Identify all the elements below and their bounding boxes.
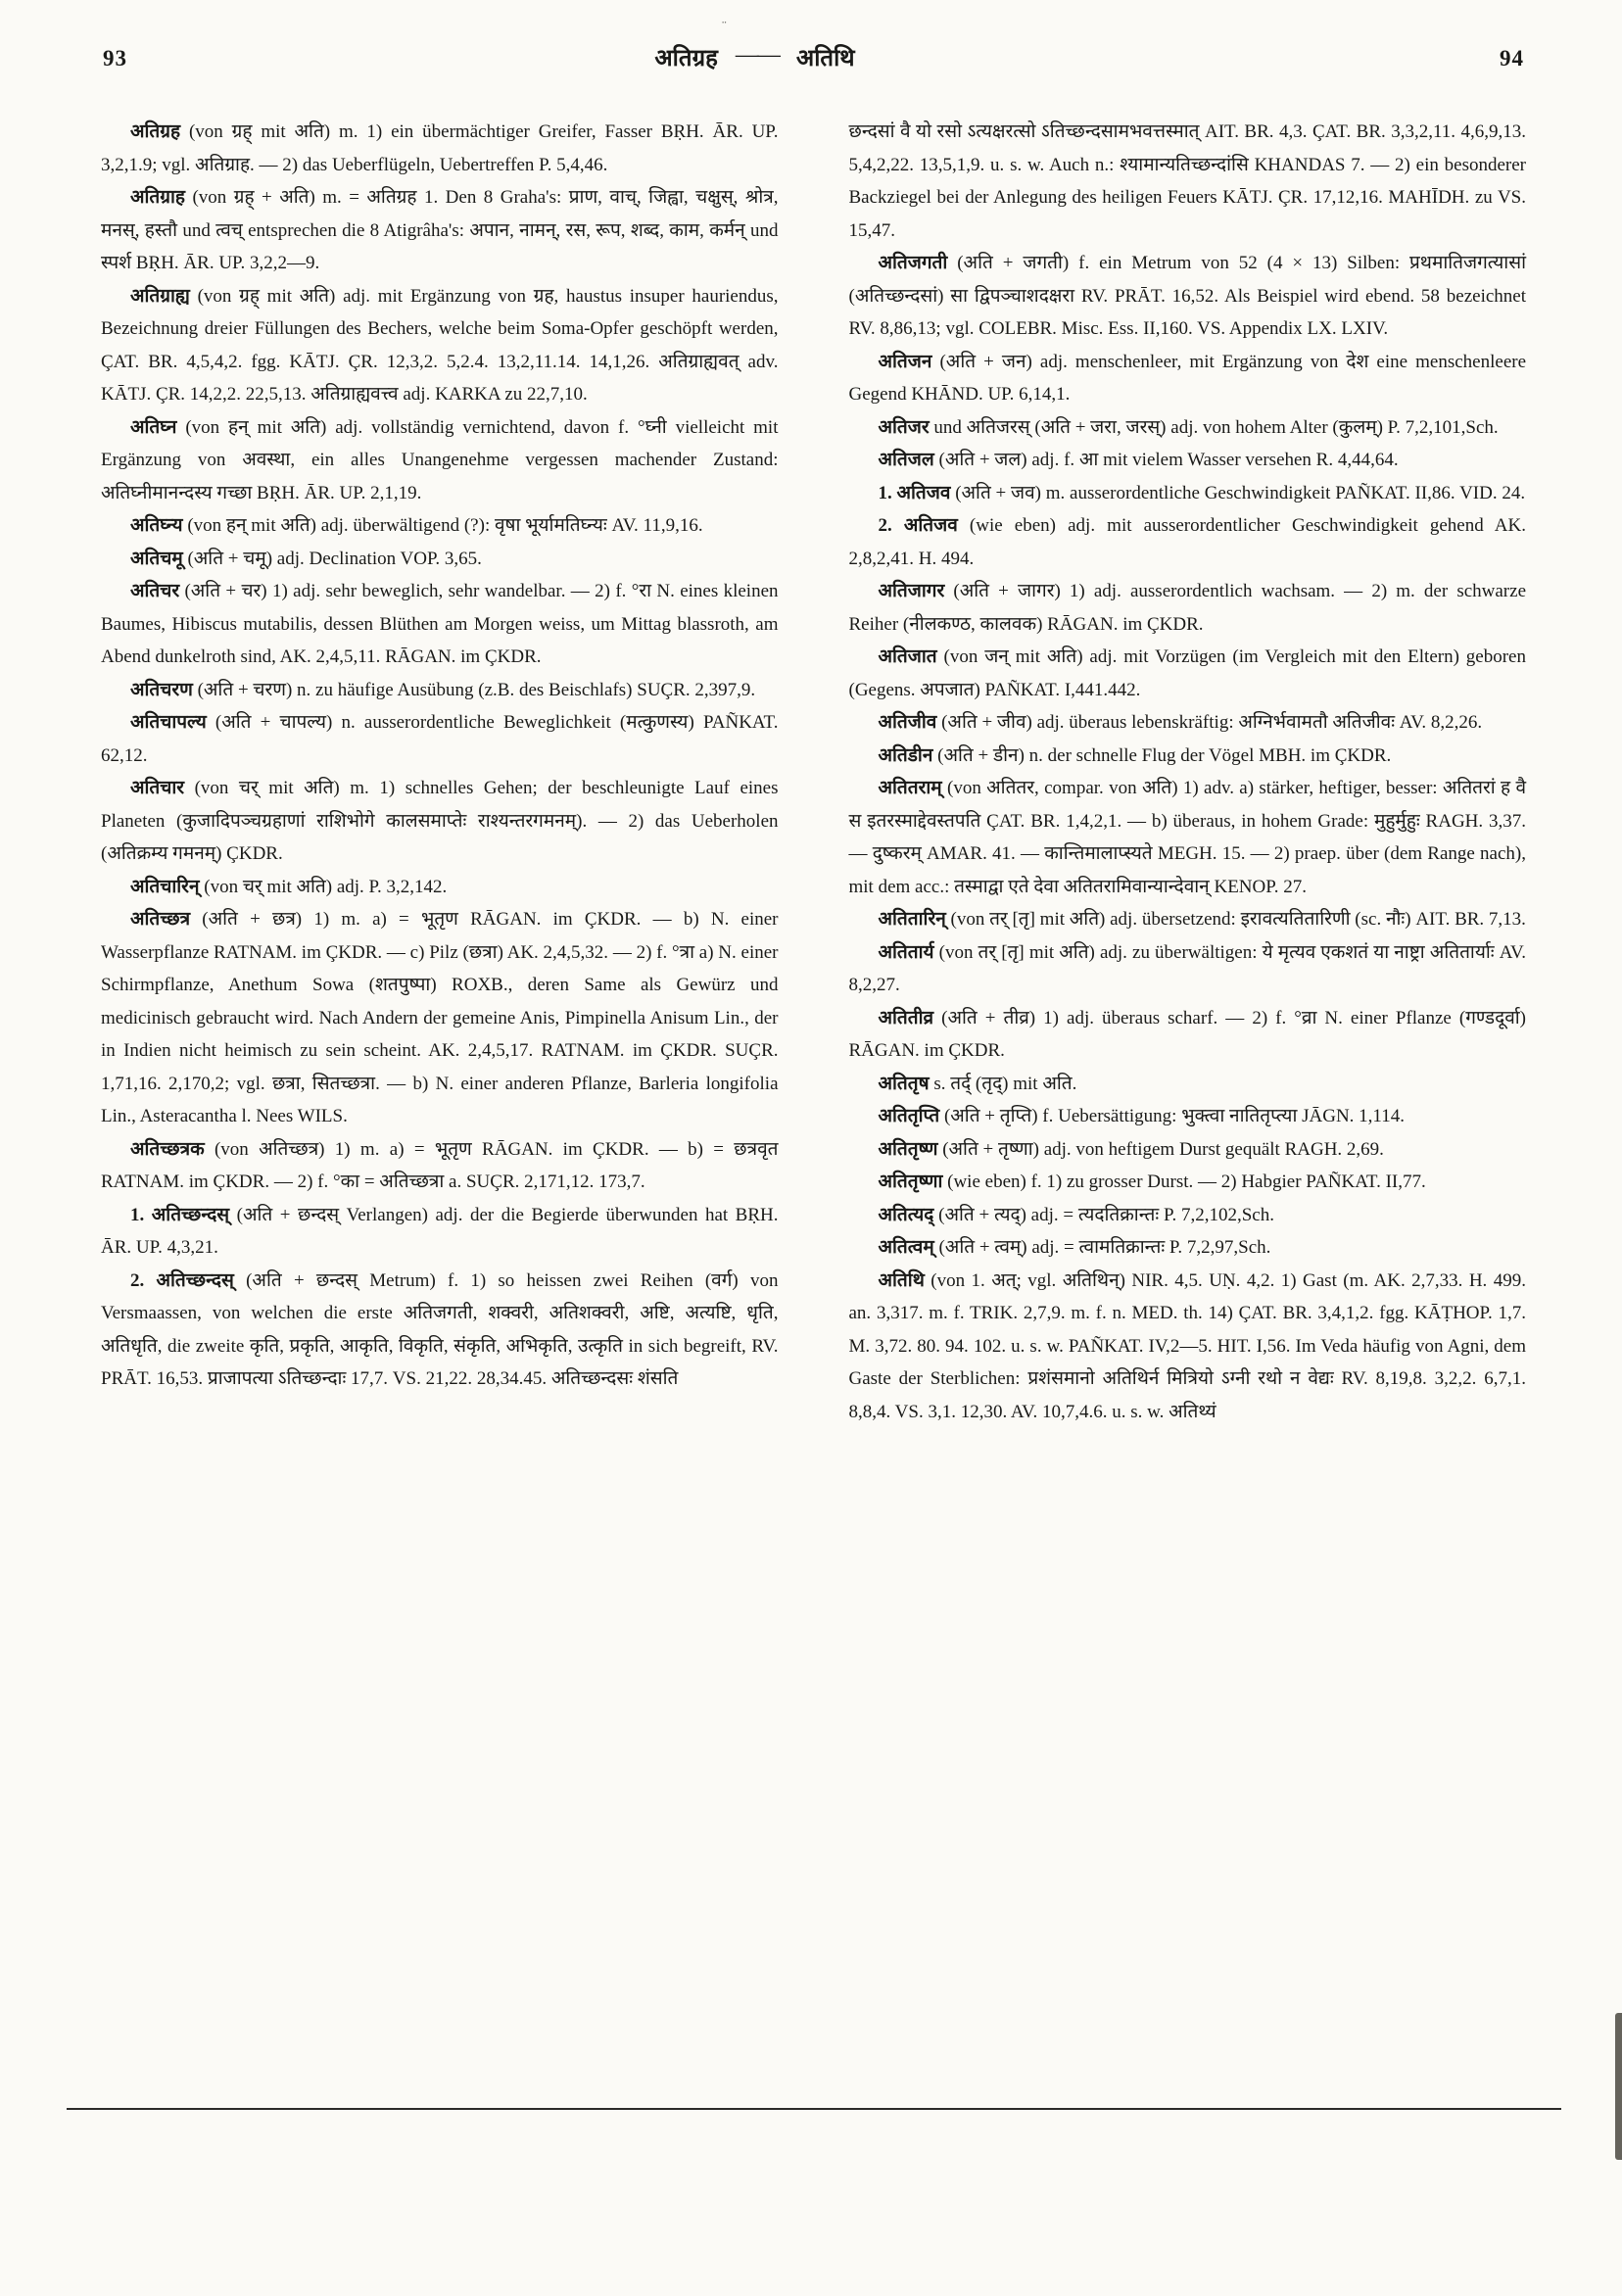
entry-body: (अति + जगती) f. ein Metrum von 52 (4 × 13) Silben: प्रथमातिजगत्यासां (अतिच्छन्दसां) सा द्विपञ्चाशदक्षरा RV. PRĀT. 16,52. Als Beispiel wird ebend. 58 bezeichnet RV. 8,86,13; vgl. COLEBR. Misc. Ess. II,160. VS. Appendix LX. LXIV. bbox=[848, 253, 1526, 339]
left-column bbox=[101, 116, 779, 1428]
entry-headword: अतिचारिन् bbox=[130, 876, 200, 897]
entry-body: (अति + जन) adj. menschenleer, mit Ergänzung von देश eine menschenleere Gegend KHĀND. UP. 6,14,1. bbox=[848, 351, 1527, 405]
page-number-left: 93 bbox=[103, 46, 127, 71]
dictionary-entry bbox=[849, 411, 1527, 445]
entry-headword: अतिजीव bbox=[878, 712, 937, 733]
entry-headword: अतिच्छत्रक bbox=[130, 1138, 205, 1160]
dictionary-entry bbox=[101, 181, 779, 280]
entry-body: (अति + चापल्य) n. ausserordentliche Beweglichkeit (मत्कुणस्य) PAÑKAT. 62,12. bbox=[101, 712, 779, 766]
entry-body: (von चर् mit अति) adj. P. 3,2,142. bbox=[204, 876, 448, 897]
dictionary-entry bbox=[101, 772, 779, 871]
dictionary-entry bbox=[849, 1068, 1527, 1101]
page-number-right: 94 bbox=[1500, 46, 1524, 71]
entry-body: (अति + डीन) n. der schnelle Flug der Vögel MBH. im ÇKDR. bbox=[937, 744, 1392, 766]
entry-body: (von तर् [तृ] mit अति) adj. zu überwältigen: ये मृत्यव एकशतं या नाष्ट्रा अतितार्याः AV. 8,2,27. bbox=[848, 941, 1526, 995]
dictionary-entry bbox=[849, 116, 1527, 247]
dictionary-entry bbox=[849, 247, 1527, 346]
entry-body: (von ग्रह् + अति) m. = अतिग्रह 1. Den 8 Graha's: प्राण, वाच्, जिह्वा, चक्षुस्, श्रोत्र, मनस्, हस्तौ und त्वच् entsprechen die 8 Atigrâha's: अपान, नामन्, रस, रूप, शब्द, काम, कर्मन् und स्पर्श BṚH. ĀR. UP. 3,2,2—9. bbox=[101, 187, 779, 273]
entry-headword: अतित्यद् bbox=[878, 1204, 934, 1225]
scan-speck: ¨ bbox=[722, 20, 727, 34]
entry-headword: अतिघ्न्य bbox=[130, 515, 183, 536]
dictionary-entry bbox=[101, 1133, 779, 1199]
entry-headword: अतिघ्न bbox=[130, 416, 177, 438]
dictionary-entry bbox=[849, 706, 1527, 740]
entry-headword: अतिथि bbox=[878, 1269, 925, 1291]
footer-rule bbox=[67, 2108, 1561, 2110]
entry-headword: अतिचापल्य bbox=[130, 712, 207, 733]
dictionary-entry bbox=[101, 871, 779, 904]
dictionary-entry bbox=[101, 543, 779, 576]
entry-body: (wie eben) adj. mit ausserordentlicher Geschwindigkeit gehend AK. 2,8,2,41. H. 494. bbox=[848, 515, 1526, 569]
entry-headword: अतितृष्णा bbox=[878, 1172, 943, 1192]
entry-body: (wie eben) f. 1) zu grosser Durst. — 2) Habgier PAÑKAT. II,77. bbox=[947, 1172, 1426, 1192]
entry-headword: अतिचर bbox=[130, 581, 180, 601]
entry-headword: अतिचार bbox=[130, 778, 185, 798]
entry-headword: अतिचरण bbox=[130, 679, 193, 700]
entry-headword: अतिचमू bbox=[130, 548, 183, 569]
running-title-first-word: अतिग्रह bbox=[654, 46, 718, 72]
dictionary-entry bbox=[101, 1265, 779, 1396]
entry-body: (अति + छन्दस् Metrum) f. 1) so heissen zwei Reihen (वर्ग) von Versmaassen, von welchen die erste अतिजगती, शक्वरी, अतिशक्वरी, अष्टि, अत्यष्टि, धृति, अतिधृति, die zweite कृति, प्रकृति, आकृति, विकृति, संकृति, अभिकृति, उत्कृति in sich begreift, RV. PRĀT. 16,53. प्राजापत्या ऽतिच्छन्दाः 17,7. VS. 21,22. 28,34.45. अतिच्छन्दसः शंसति bbox=[101, 1269, 779, 1389]
entry-headword: 1. अतिजव bbox=[878, 482, 951, 503]
entry-body: (अति + त्यद्) adj. = त्यदतिक्रान्तः P. 7,2,102,Sch. bbox=[938, 1204, 1274, 1225]
entry-headword: अतितीव्र bbox=[878, 1007, 934, 1028]
dictionary-entry bbox=[101, 509, 779, 543]
entry-body: (von अतितर, compar. von अति) 1) adv. a) stärker, heftiger, besser: अतितरां ह वै स इतरस्माद्देवस्तपति ÇAT. BR. 1,4,2,1. — b) überaus, in hohem Grade: मुहुर्मुहुः RAGH. 3,37. — दुष्करम् AMAR. 41. — कान्तिमालाप्स्यते MEGH. 15. — 2) praep. über (dem Range nach), mit dem acc.: तस्माद्वा एते देवा अतितरामिवान्यान्देवान् KENOP. 27. bbox=[848, 778, 1527, 897]
entry-headword: अतिजगती bbox=[878, 253, 948, 273]
running-title-dash: —— bbox=[735, 42, 779, 68]
entry-body: (अति + चमू) adj. Declination VOP. 3,65. bbox=[187, 548, 482, 569]
entry-body: (अति + जल) adj. f. आ mit vielem Wasser versehen R. 4,44,64. bbox=[938, 450, 1399, 470]
entry-headword: अतितृष bbox=[878, 1073, 930, 1094]
entry-body: (अति + चर) 1) adj. sehr beweglich, sehr wandelbar. — 2) f. °रा N. eines kleinen Baumes, Hibiscus mutabilis, dessen Blüthen am Morgen weiss, um Mittag blassroth, am Abend dunkelroth sind, AK. 2,4,5,11. RĀGAN. im ÇKDR. bbox=[101, 581, 779, 667]
entry-headword: अतिजात bbox=[878, 646, 937, 667]
entry-body: (अति + छन्दस् Verlangen) adj. der die Begierde überwunden hat BṚH. ĀR. UP. 4,3,21. bbox=[101, 1204, 779, 1258]
entry-body: (अति + तृप्ति) f. Uebersättigung: भुक्त्वा नातितृप्त्या JĀGN. 1,114. bbox=[943, 1106, 1405, 1126]
entry-headword: अतिजल bbox=[878, 450, 934, 470]
entry-headword: अतितराम् bbox=[878, 778, 942, 798]
dictionary-entry bbox=[101, 116, 779, 181]
dictionary-entry bbox=[849, 1002, 1527, 1068]
entry-headword: 1. अतिच्छन्दस् bbox=[130, 1204, 230, 1225]
entry-headword: अतिग्राह bbox=[130, 187, 185, 208]
entry-headword: अतित्वम् bbox=[878, 1237, 934, 1258]
entry-body: und अतिजरस् (अति + जरा, जरस्) adj. von hohem Alter (कुलम्) P. 7,2,101,Sch. bbox=[933, 416, 1499, 438]
dictionary-entry bbox=[101, 674, 779, 707]
entry-body: (अति + छत्र) 1) m. a) = भूतृण RĀGAN. im ÇKDR. — b) N. einer Wasserpflanze RATNAM. im ÇKDR. — c) Pilz (छत्रा) AK. 2,4,5,32. — 2) f. °त्रा a) N. einer Schirmpflanze, Anethum Sowa (शतपुष्पा) ROXB., deren Same als Gewürz und medicinisch gebraucht wird. Nach Andern der gemeine Anis, Pimpinella Anisum Lin., der in Indien nicht heimisch zu sein scheint. AK. 2,4,5,17. RATNAM. im ÇKDR. SUÇR. 1,71,16. 2,170,2; vgl. छत्रा, सितच्छत्रा. — b) N. einer anderen Pflanze, Barleria longifolia Lin., Asteracantha l. Nees WILS. bbox=[101, 909, 779, 1126]
dictionary-entry bbox=[101, 280, 779, 411]
entry-headword: अतिजर bbox=[878, 416, 930, 438]
entry-headword: 2. अतिजव bbox=[878, 515, 958, 536]
entry-body: (अति + तृष्णा) adj. von heftigem Durst gequält RAGH. 2,69. bbox=[942, 1138, 1384, 1160]
entry-headword: अतिच्छत्र bbox=[130, 909, 191, 930]
dictionary-entry bbox=[849, 1133, 1527, 1167]
entry-body: (अति + जागर) 1) adj. ausserordentlich wachsam. — 2) m. der schwarze Reiher (नीलकण्ठ, कालवक) RĀGAN. im ÇKDR. bbox=[848, 581, 1526, 635]
dictionary-entry bbox=[849, 575, 1527, 641]
dictionary-entry bbox=[849, 346, 1527, 411]
dictionary-entry bbox=[849, 740, 1527, 773]
dictionary-entry bbox=[849, 936, 1527, 1002]
entry-headword: अतितार्य bbox=[878, 941, 934, 963]
entry-body: (von ग्रह् mit अति) adj. mit Ergänzung von ग्रह, haustus insuper hauriendus, Bezeichnung dreier Füllungen des Bechers, welche beim Soma-Opfer geschöpft werden, ÇAT. BR. 4,5,4,2. fgg. KĀTJ. ÇR. 12,3,2. 5,2.4. 13,2,11.14. 14,1,26. अतिग्राह्यवत् adv. KĀTJ. ÇR. 14,2,2. 22,5,13. अतिग्राह्यवत्त्व adj. KARKA zu 22,7,10. bbox=[101, 285, 779, 405]
entry-body: (von हन् mit अति) adj. überwältigend (?): वृषा भूर्यामतिघ्न्यः AV. 11,9,16. bbox=[187, 515, 703, 536]
entry-body: (अति + जीव) adj. überaus lebenskräftig: अग्निर्भवामतौ अतिजीवः AV. 8,2,26. bbox=[941, 712, 1483, 733]
entry-headword: अतिजन bbox=[878, 351, 932, 372]
dictionary-entry bbox=[849, 509, 1527, 575]
dictionary-entry bbox=[101, 1199, 779, 1265]
right-column bbox=[849, 116, 1527, 1428]
entry-body: (von अतिच्छत्र) 1) m. a) = भूतृण RĀGAN. im ÇKDR. — b) = छत्रवृत RATNAM. im ÇKDR. — 2) f. °का = अतिच्छत्रा a. SUÇR. 2,171,12. 173,7. bbox=[101, 1138, 779, 1192]
dictionary-entry bbox=[849, 641, 1527, 706]
running-title-last-word: अतिथि bbox=[795, 46, 855, 72]
dictionary-entry bbox=[101, 411, 779, 510]
dictionary-entry bbox=[849, 477, 1527, 510]
entry-body: (von तर् [तृ] mit अति) adj. übersetzend: इरावत्यतितारिणी (sc. नौः) AIT. BR. 7,13. bbox=[950, 909, 1526, 930]
entry-headword: अतिडीन bbox=[878, 744, 933, 766]
dictionary-entry bbox=[849, 1265, 1527, 1429]
dictionary-entry bbox=[849, 1166, 1527, 1199]
dictionary-entry bbox=[849, 772, 1527, 903]
entry-headword: अतितारिन् bbox=[878, 909, 946, 930]
dictionary-entry bbox=[849, 1100, 1527, 1133]
entry-headword: 2. अतिच्छन्दस् bbox=[130, 1269, 234, 1291]
entry-body: (von ग्रह् mit अति) m. 1) ein übermächtiger Greifer, Fasser BṚH. ĀR. UP. 3,2,1.9; vgl. अतिग्राह. — 2) das Ueberflügeln, Uebertreffen P. 5,4,46. bbox=[101, 121, 779, 175]
dictionary-entry bbox=[849, 444, 1527, 477]
entry-body: (von जन् mit अति) adj. mit Vorzügen (im Vergleich mit den Eltern) geboren (Gegens. अपजात) PAÑKAT. I,441.442. bbox=[848, 646, 1526, 700]
dictionary-entry bbox=[101, 575, 779, 674]
entry-body: (अति + चरण) n. zu häufige Ausübung (z.B. des Beischlafs) SUÇR. 2,397,9. bbox=[197, 679, 756, 700]
entry-body: (अति + तीव्र) 1) adj. überaus scharf. — 2) f. °व्रा N. einer Pflanze (गण्डदूर्वा) RĀGAN. im ÇKDR. bbox=[848, 1007, 1527, 1061]
text-columns bbox=[101, 116, 1526, 1428]
entry-body: (von चर् mit अति) m. 1) schnelles Gehen; der beschleunigte Lauf eines Planeten (कुजादिपञ्चग्रहाणां राशिभोगे कालसमाप्तेः राश्यन्तरगमनम्). — 2) das Ueberholen (अतिक्रम्य गमनम्) ÇKDR. bbox=[101, 778, 779, 864]
entry-body: (अति + जव) m. ausserordentliche Geschwindigkeit PAÑKAT. II,86. VID. 24. bbox=[955, 482, 1526, 503]
dictionary-entry bbox=[101, 706, 779, 772]
entry-body: छन्दसां वै यो रसो ऽत्यक्षरत्सो ऽतिच्छन्दसामभवत्तस्मात् AIT. BR. 4,3. ÇAT. BR. 3,3,2,11. 4,6,9,13. 5,4,2,22. 13,5,1,9. u. s. w. Auch n.: श्यामान्यतिच्छन्दांसि KHANDAS 7. — 2) ein besonderer Backziegel bei der Anlegung des heiligen Feuers KĀTJ. ÇR. 17,12,16. MAHĪDH. zu VS. 15,47. bbox=[848, 121, 1526, 241]
entry-headword: अतितृष्ण bbox=[878, 1138, 938, 1160]
entry-body: (von हन् mit अति) adj. vollständig vernichtend, davon f. °घ्नी vielleicht mit Ergänzung von अवस्था, ein alles Unangenehme vergessen machender Zustand: अतिघ्नीमानन्दस्य गच्छा BṚH. ĀR. UP. 2,1,19. bbox=[101, 416, 779, 503]
entry-headword: अतिग्रह bbox=[130, 121, 181, 142]
entry-headword: अतिजागर bbox=[878, 581, 945, 601]
entry-body: (von 1. अत्; vgl. अतिथिन्) NIR. 4,5. UṆ. 4,2. 1) Gast (m. AK. 2,7,33. H. 499. an. 3,317. m. f. TRIK. 2,7,9. m. f. n. MED. th. 14) ÇAT. BR. 3,4,1,2. fgg. KĀṬHOP. 1,7. M. 3,72. 80. 94. 102. u. s. w. PAÑKAT. IV,2—5. HIT. I,56. Im Veda häufig von Agni, dem Gaste der Sterblichen: प्रशंसमानो अतिथिर्न मित्रियो ऽग्नी रथो न वेद्यः RV. 8,19,8. 3,2,2. 6,7,1. 8,8,4. VS. 3,1. 12,30. AV. 10,7,4.6. u. s. w. अतिथ्यं bbox=[848, 1269, 1526, 1422]
page-header bbox=[103, 41, 1524, 73]
entry-body: s. तर्द् (तृद्) mit अति. bbox=[933, 1073, 1077, 1094]
entry-headword: अतिग्राह्य bbox=[130, 285, 190, 307]
dictionary-entry bbox=[101, 903, 779, 1133]
dictionary-entry bbox=[849, 1231, 1527, 1265]
entry-body: (अति + त्वम्) adj. = त्वामतिक्रान्तः P. 7,2,97,Sch. bbox=[938, 1237, 1271, 1258]
scan-artifact bbox=[1615, 2013, 1622, 2160]
dictionary-entry bbox=[849, 1199, 1527, 1232]
entry-headword: अतितृप्ति bbox=[878, 1106, 940, 1126]
dictionary-entry bbox=[849, 903, 1527, 936]
running-title bbox=[654, 41, 854, 73]
